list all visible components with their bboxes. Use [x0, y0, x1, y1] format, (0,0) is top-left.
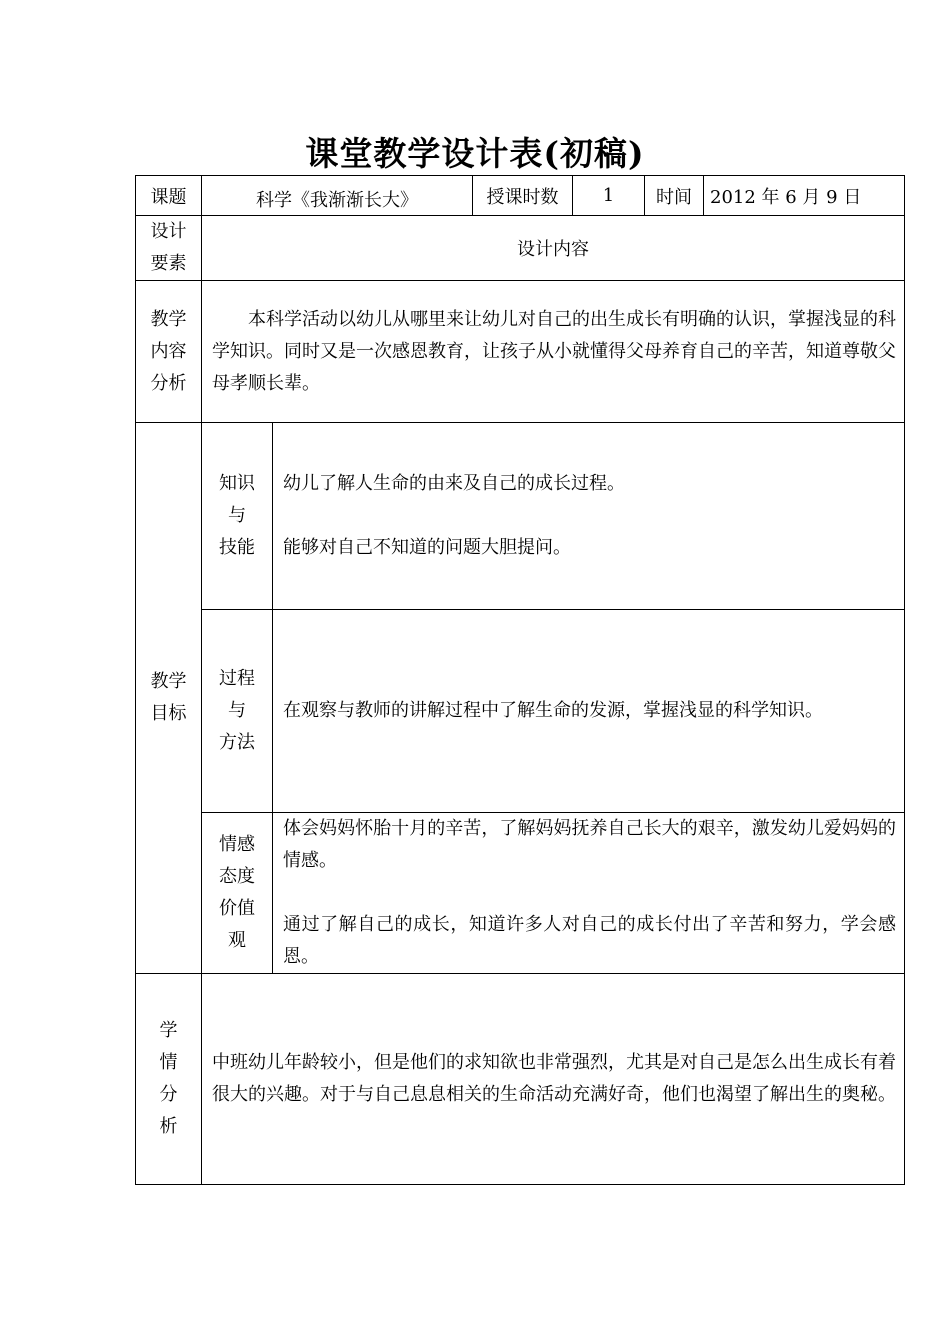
content-analysis-label-line: 分析	[150, 372, 187, 394]
page-title: 课堂教学设计表(初稿)	[305, 134, 645, 173]
objectives-label-line: 目标	[150, 703, 187, 724]
process-label-line: 方法	[219, 732, 255, 753]
content-analysis-cell	[202, 281, 905, 423]
knowledge-row	[136, 423, 905, 610]
student-analysis-label-line: 析	[159, 1116, 178, 1137]
process-row	[136, 610, 905, 813]
student-analysis-label-line: 情	[159, 1052, 178, 1073]
design-content-label: 设计内容	[202, 216, 905, 281]
knowledge-cell	[273, 423, 905, 610]
topic-value: 科学《我渐渐长大》	[202, 176, 473, 216]
emotion-label-line: 态度	[219, 866, 255, 887]
process-label	[202, 610, 273, 813]
process-cell	[273, 610, 905, 813]
emotion-label	[202, 813, 273, 974]
header-row	[136, 176, 905, 216]
content-analysis-text: 本科学活动以幼儿从哪里来让幼儿对自己的出生成长有明确的认识，掌握浅显的科学知识。同时又是一次感恩教育，让孩子从小就懂得父母养育自己的辛苦，知道尊敬父母孝顺长辈。	[212, 308, 896, 394]
content-analysis-label	[136, 281, 202, 423]
knowledge-label-line: 技能	[219, 537, 255, 558]
student-analysis-label-line: 分	[159, 1084, 178, 1105]
topic-label: 课题	[136, 176, 202, 216]
hours-label: 授课时数	[473, 176, 573, 216]
emotion-row	[136, 813, 905, 974]
knowledge-label-line: 与	[228, 505, 246, 526]
design-label-line: 设计	[150, 221, 187, 242]
knowledge-text-1: 幼儿了解人生命的由来及自己的成长过程。	[283, 473, 625, 494]
design-label-line: 要素	[150, 253, 187, 274]
time-label: 时间	[645, 176, 704, 216]
content-analysis-label-line: 教学	[150, 308, 187, 330]
student-analysis-label-line: 学	[159, 1020, 178, 1041]
process-label-line: 与	[228, 700, 246, 721]
lesson-design-table	[135, 175, 905, 1185]
process-label-line: 过程	[219, 668, 255, 689]
design-row	[136, 216, 905, 281]
emotion-text-1: 体会妈妈怀胎十月的辛苦，了解妈妈抚养自己长大的艰辛，激发幼儿爱妈妈的情感。	[283, 818, 896, 871]
objectives-label-line: 教学	[150, 671, 187, 692]
time-value: 2012 年 6 月 9 日	[704, 176, 905, 216]
knowledge-label	[202, 423, 273, 610]
emotion-label-line: 价值	[219, 898, 255, 919]
emotion-text-2: 通过了解自己的成长，知道许多人对自己的成长付出了辛苦和努力，学会感恩。	[283, 914, 896, 967]
emotion-label-line: 情感	[219, 834, 255, 855]
content-analysis-label-line: 内容	[150, 340, 187, 362]
student-analysis-text: 中班幼儿年龄较小，但是他们的求知欲也非常强烈，尤其是对自己是怎么出生成长有着很大的兴趣。对于与自己息息相关的生命活动充满好奇，他们也渴望了解出生的奥秘。	[212, 1052, 896, 1105]
student-analysis-row	[136, 974, 905, 1185]
student-analysis-cell	[202, 974, 905, 1185]
content-analysis-row	[136, 281, 905, 423]
hours-value: 1	[573, 176, 645, 216]
design-elements-label	[136, 216, 202, 281]
objectives-label	[136, 423, 202, 974]
process-text: 在观察与教师的讲解过程中了解生命的发源，掌握浅显的科学知识。	[283, 700, 823, 721]
student-analysis-label	[136, 974, 202, 1185]
knowledge-text-2: 能够对自己不知道的问题大胆提问。	[283, 537, 571, 558]
emotion-cell	[273, 813, 905, 974]
knowledge-label-line: 知识	[219, 473, 255, 494]
emotion-label-line: 观	[228, 930, 246, 951]
